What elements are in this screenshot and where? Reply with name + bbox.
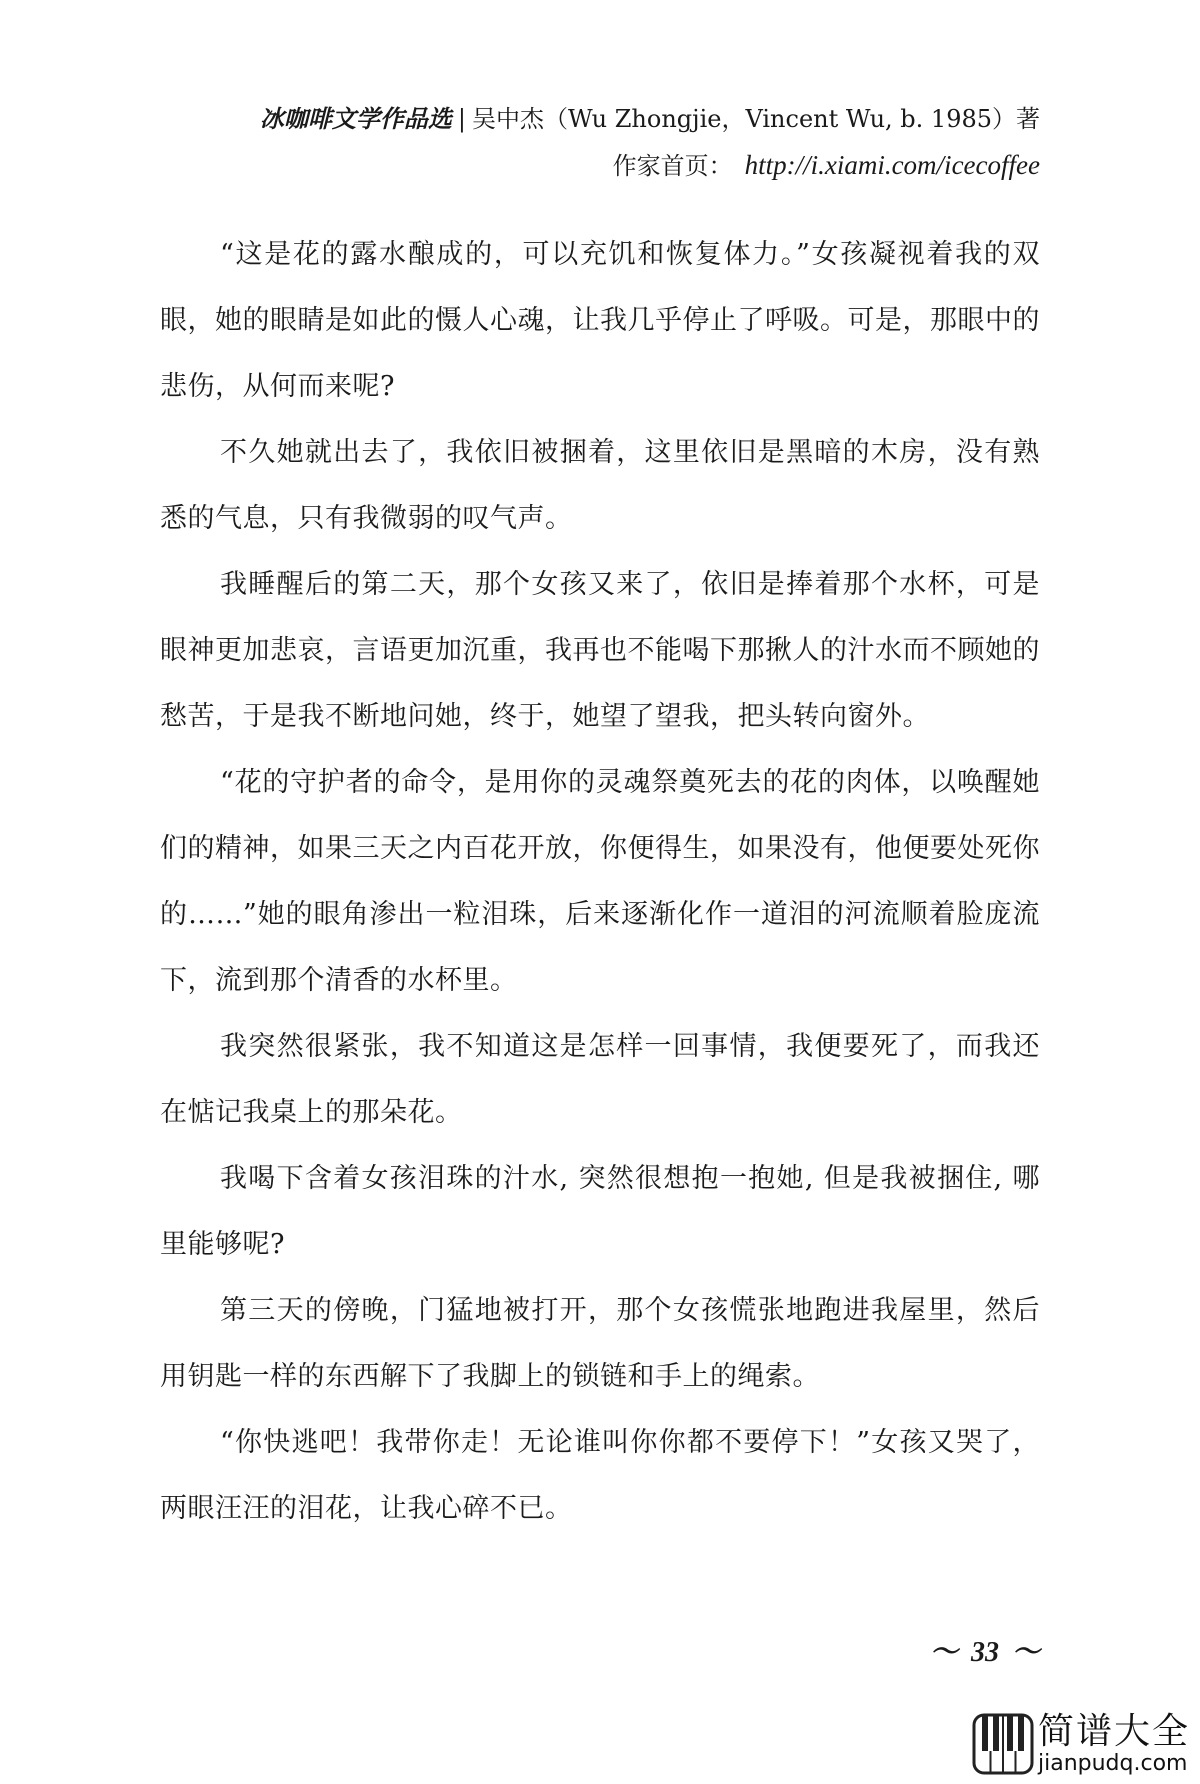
homepage-label: 作家首页： bbox=[612, 152, 733, 180]
paragraph: 我喝下含着女孩泪珠的汁水, 突然很想抱一抱她, 但是我被捆住, 哪里能够呢? bbox=[160, 1163, 1040, 1260]
watermark-text bbox=[1038, 1712, 1190, 1776]
series-title: 冰咖啡文学作品选 bbox=[259, 104, 452, 133]
paragraph: 我睡醒后的第二天，那个女孩又来了，依旧是捧着那个水杯，可是眼神更加悲哀，言语更加沉重，我再也不能喝下那揪人的汁水而不顾她的愁苦，于是我不断地问她，终于，她望了望我，把头转向窗外。 bbox=[160, 569, 1040, 732]
watermark-title: 简谱大全 bbox=[1038, 1711, 1191, 1752]
homepage-url[interactable]: http://i.xiami.com/icecoffee bbox=[744, 150, 1040, 180]
author-line: 吴中杰（Wu Zhongjie，Vincent Wu, b. 1985）著 bbox=[471, 105, 1040, 133]
page-number: ～ 33 ～ bbox=[929, 1637, 1040, 1668]
paragraph: “这是花的露水酿成的，可以充饥和恢复体力。”女孩凝视着我的双眼，她的眼睛是如此的慑人心魂，让我几乎停止了呼吸。可是，那眼中的悲伤，从何而来呢? bbox=[160, 239, 1040, 402]
header-separator: | bbox=[457, 105, 466, 133]
header-line-1 bbox=[260, 96, 1040, 142]
page-header bbox=[260, 96, 1040, 189]
body-text bbox=[160, 222, 1040, 1542]
header-line-2 bbox=[260, 142, 1040, 189]
watermark-domain[interactable]: jianpudq.com bbox=[1038, 1751, 1188, 1776]
paragraph: “你快逃吧！我带你走！无论谁叫你你都不要停下！”女孩又哭了，两眼汪汪的泪花，让我心碎不已。 bbox=[160, 1427, 1040, 1524]
paragraph: 不久她就出去了，我依旧被捆着，这里依旧是黑暗的木房，没有熟悉的气息，只有我微弱的叹气声。 bbox=[160, 437, 1040, 534]
paragraph: “花的守护者的命令，是用你的灵魂祭奠死去的花的肉体，以唤醒她们的精神，如果三天之内百花开放，你便得生，如果没有，他便要处死你的……”她的眼角渗出一粒泪珠，后来逐渐化作一道泪的河流顺着脸庞流下，流到那个清香的水杯里。 bbox=[160, 767, 1040, 996]
paragraph: 第三天的傍晚，门猛地被打开，那个女孩慌张地跑进我屋里，然后用钥匙一样的东西解下了我脚上的锁链和手上的绳索。 bbox=[160, 1295, 1040, 1392]
site-watermark bbox=[972, 1708, 1196, 1780]
piano-keys-icon bbox=[972, 1711, 1034, 1777]
paragraph: 我突然很紧张，我不知道这是怎样一回事情，我便要死了，而我还在惦记我桌上的那朵花。 bbox=[160, 1031, 1040, 1128]
